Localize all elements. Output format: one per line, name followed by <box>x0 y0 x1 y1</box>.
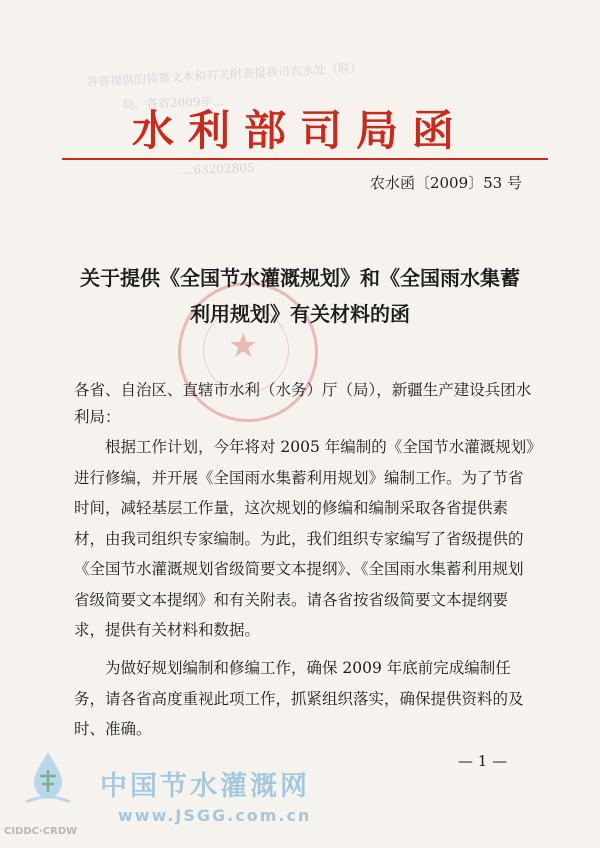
watermark-url: www.JSGG.com.cn <box>118 806 312 825</box>
seal-star-icon: ★ <box>228 326 259 366</box>
paragraph-1-line: 省级简要文本提纲》和有关附表。请各省按省级简要文本提纲要 <box>74 590 509 609</box>
paragraph-2-line: 时、准确。 <box>74 720 152 738</box>
watermark-abbreviation: CIDDC·CRDW <box>4 826 78 837</box>
paragraph-1-line: 求，提供有关材料和数据。 <box>74 621 261 639</box>
paragraph-1-line: 根据工作计划，今年将对 2005 年编制的《全国节水灌溉规划》 <box>105 438 542 456</box>
letterhead-title: 水利部司局函 <box>131 106 468 155</box>
body-paragraph-1 <box>74 432 540 646</box>
addressee: 各省、自治区、直辖市水利（水务）厅（局），新疆生产建设兵团水利局： <box>74 381 532 426</box>
letter-title <box>50 260 550 332</box>
paragraph-1-line: 时间，减轻基层工作量，这次规划的修编和编制采取各省提供素 <box>74 499 509 517</box>
paragraph-1-line: 《全国节水灌溉规划省级简要文本提纲》、《全国雨水集蓄利用规划 <box>74 560 524 578</box>
watermark-site-name: 中国节水灌溉网 <box>100 771 310 802</box>
bleed-through-text-2: 局，各省2009年... <box>121 94 225 112</box>
paragraph-2-line: 为做好规划编制和修编工作，确保 2009 年底前完成编制任 <box>105 659 511 677</box>
bleed-through-text-3: ...63202805 <box>181 160 255 178</box>
paragraph-2-line: 务，请各省高度重视此项工作，抓紧组织落实，确保提供资料的及 <box>74 689 524 708</box>
letter-title-line-2: 利用规划》有关材料的函 <box>190 302 410 326</box>
bleed-through-text-1: 各省提供的简要文本和有关附表报我司农水处（联） <box>85 60 363 90</box>
paragraph-1-line: 进行修编，并开展《全国雨水集蓄利用规划》编制工作。为了节省 <box>74 468 524 487</box>
document-number: 农水函〔2009〕53 号 <box>369 174 522 192</box>
letterhead-red-rule <box>62 158 548 160</box>
body-paragraph-2 <box>74 653 540 745</box>
watermark-logo-icon <box>20 748 76 810</box>
letter-title-line-1: 关于提供《全国节水灌溉规划》和《全国雨水集蓄 <box>80 266 520 290</box>
page-number: — 1 — <box>458 752 508 770</box>
paragraph-1-line: 材，由我司组织专家编制。为此，我们组织专家编写了省级提供的 <box>74 529 524 548</box>
